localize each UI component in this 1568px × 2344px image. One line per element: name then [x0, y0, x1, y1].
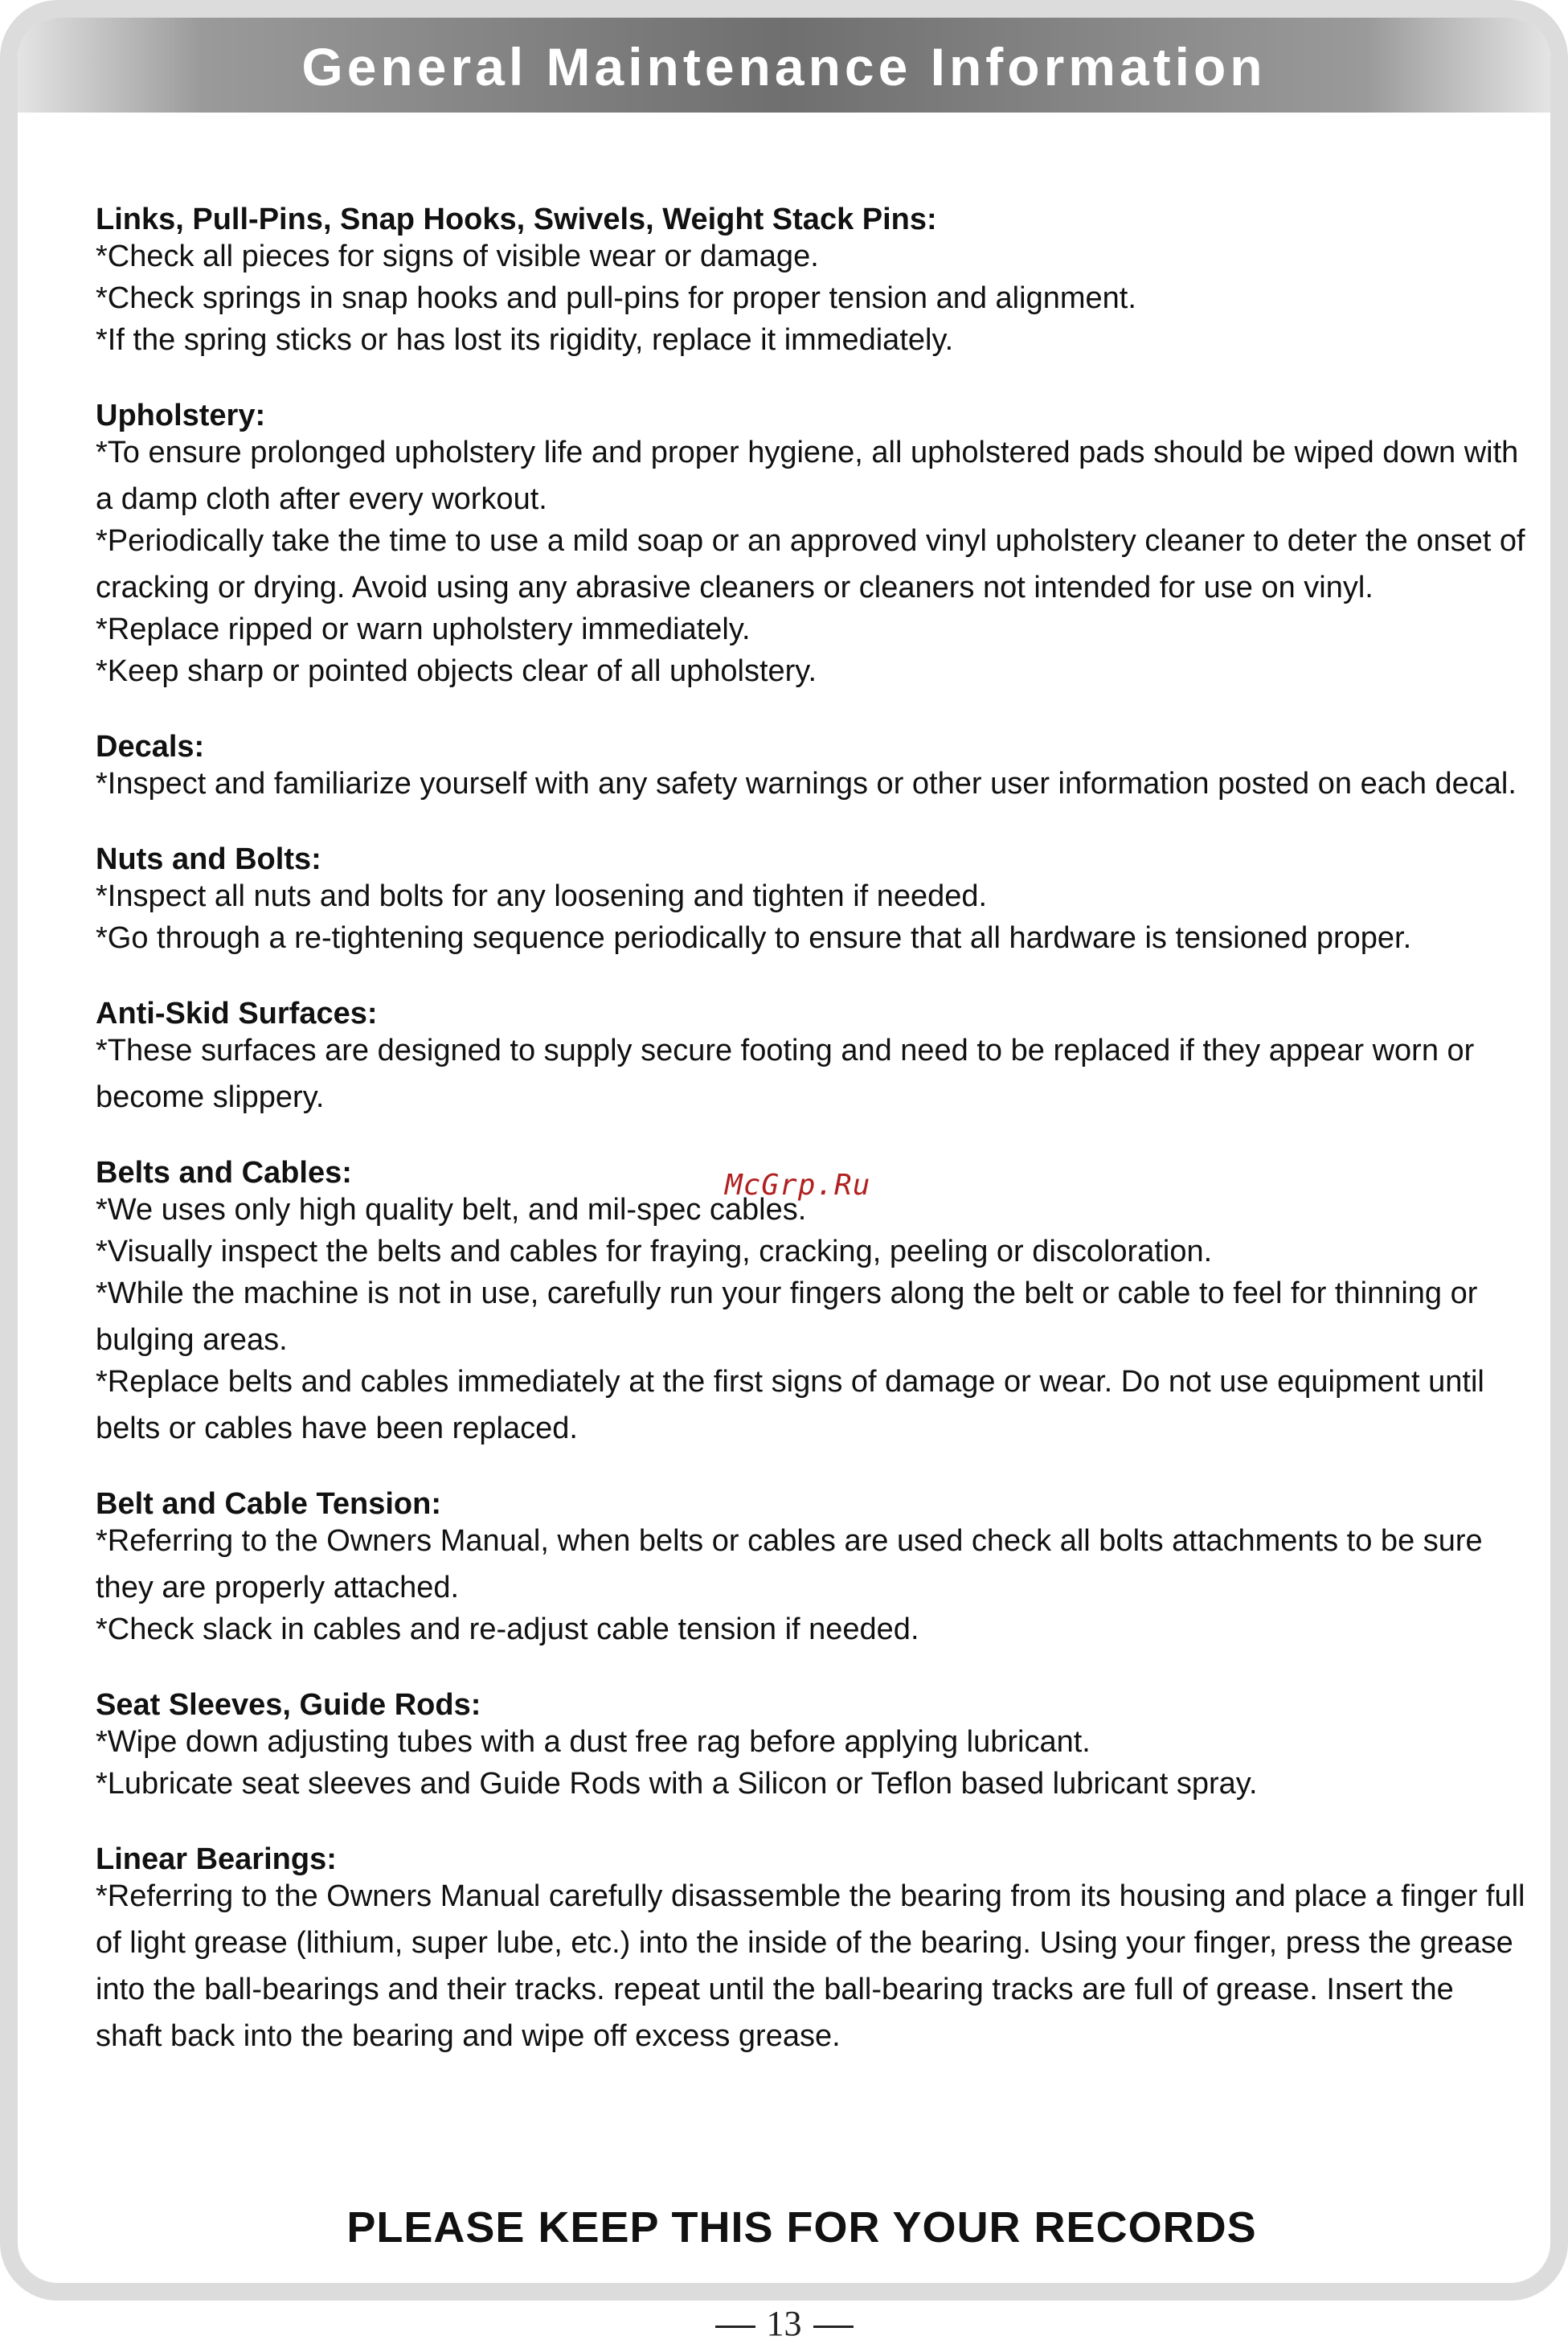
- section-anti-skid: [96, 995, 1526, 1121]
- dash-right: [813, 2326, 854, 2328]
- section-heading: Decals:: [96, 730, 205, 764]
- section-links-pins: [96, 201, 1526, 363]
- section-heading: Belt and Cable Tension:: [96, 1487, 442, 1521]
- section-heading: Anti-Skid Surfaces:: [96, 997, 378, 1031]
- watermark: McGrp.Ru: [725, 1169, 871, 1202]
- list-item: *Keep sharp or pointed objects clear of all upholstery.: [96, 654, 817, 688]
- list-item: *Inspect and familiarize yourself with any safety warnings or other user information posted on each decal.: [96, 767, 1517, 801]
- list-item: *To ensure prolonged upholstery life and proper hygiene, all upholstered pads should be wiped down with a damp cloth after every workout.: [96, 436, 1519, 516]
- section-heading: Belts and Cables:: [96, 1156, 352, 1190]
- list-item: *Replace belts and cables immediately at the first signs of damage or wear. Do not use equipment until belts or cables have been replaced.: [96, 1365, 1484, 1445]
- section-upholstery: [96, 397, 1526, 695]
- list-item: *Periodically take the time to use a mild soap or an approved vinyl upholstery cleaner to deter the onset of cracking or drying. Avoid using any abrasive cleaners or cleaners not intended for use on vinyl.: [96, 524, 1525, 604]
- section-heading: Links, Pull-Pins, Snap Hooks, Swivels, Weight Stack Pins:: [96, 203, 937, 236]
- list-item: *Referring to the Owners Manual carefully disassemble the bearing from its housing and place a finger full of light grease (lithium, super lube, etc.) into the inside of the bearing. Using your finger, press the grease into the ball-bearings and their tracks. repeat until the ball-bearing tracks are full of grease. Insert the shaft back into the bearing and wipe off excess grease.: [96, 1879, 1525, 2053]
- section-seat-sleeves: [96, 1686, 1526, 1807]
- list-item: *Wipe down adjusting tubes with a dust free rag before applying lubricant.: [96, 1725, 1091, 1759]
- list-item: *Lubricate seat sleeves and Guide Rods with a Silicon or Teflon based lubricant spray.: [96, 1767, 1258, 1801]
- section-nuts-bolts: [96, 841, 1526, 961]
- list-item: *Check all pieces for signs of visible wear or damage.: [96, 240, 819, 273]
- list-item: *Inspect all nuts and bolts for any loosening and tighten if needed.: [96, 879, 988, 913]
- section-heading: Upholstery:: [96, 399, 266, 432]
- list-item: *These surfaces are designed to supply secure footing and need to be replaced if they appear worn or become slippery.: [96, 1034, 1475, 1114]
- dash-left: [715, 2326, 755, 2328]
- list-item: *We uses only high quality belt, and mil-spec cables.: [96, 1193, 807, 1227]
- section-heading: Linear Bearings:: [96, 1842, 337, 1876]
- maintenance-content: [96, 201, 1526, 2093]
- section-decals: [96, 728, 1526, 807]
- list-item: *Visually inspect the belts and cables for fraying, cracking, peeling or discoloration.: [96, 1235, 1213, 1268]
- section-heading: Nuts and Bolts:: [96, 842, 321, 876]
- list-item: *Referring to the Owners Manual, when belts or cables are used check all bolts attachments to be sure they are properly attached.: [96, 1524, 1483, 1604]
- list-item: *Replace ripped or warn upholstery immediately.: [96, 613, 751, 646]
- list-item: *If the spring sticks or has lost its rigidity, replace it immediately.: [96, 323, 954, 357]
- section-cable-tension: [96, 1485, 1526, 1653]
- section-linear-bearings: [96, 1841, 1526, 2059]
- section-heading: Seat Sleeves, Guide Rods:: [96, 1688, 481, 1722]
- page-number-value: 13: [766, 2304, 802, 2343]
- header-bar: [18, 18, 1550, 113]
- list-item: *While the machine is not in use, carefully run your fingers along the belt or cable to feel for thinning or bulging areas.: [96, 1276, 1478, 1357]
- list-item: *Go through a re-tightening sequence periodically to ensure that all hardware is tensioned proper.: [96, 921, 1412, 955]
- list-item: *Check springs in snap hooks and pull-pins for proper tension and alignment.: [96, 281, 1136, 315]
- page-number: [0, 2303, 1568, 2344]
- records-notice: PLEASE KEEP THIS FOR YOUR RECORDS: [346, 2203, 1257, 2252]
- page-title: General Maintenance Information: [301, 37, 1267, 96]
- list-item: *Check slack in cables and re-adjust cable tension if needed.: [96, 1613, 919, 1646]
